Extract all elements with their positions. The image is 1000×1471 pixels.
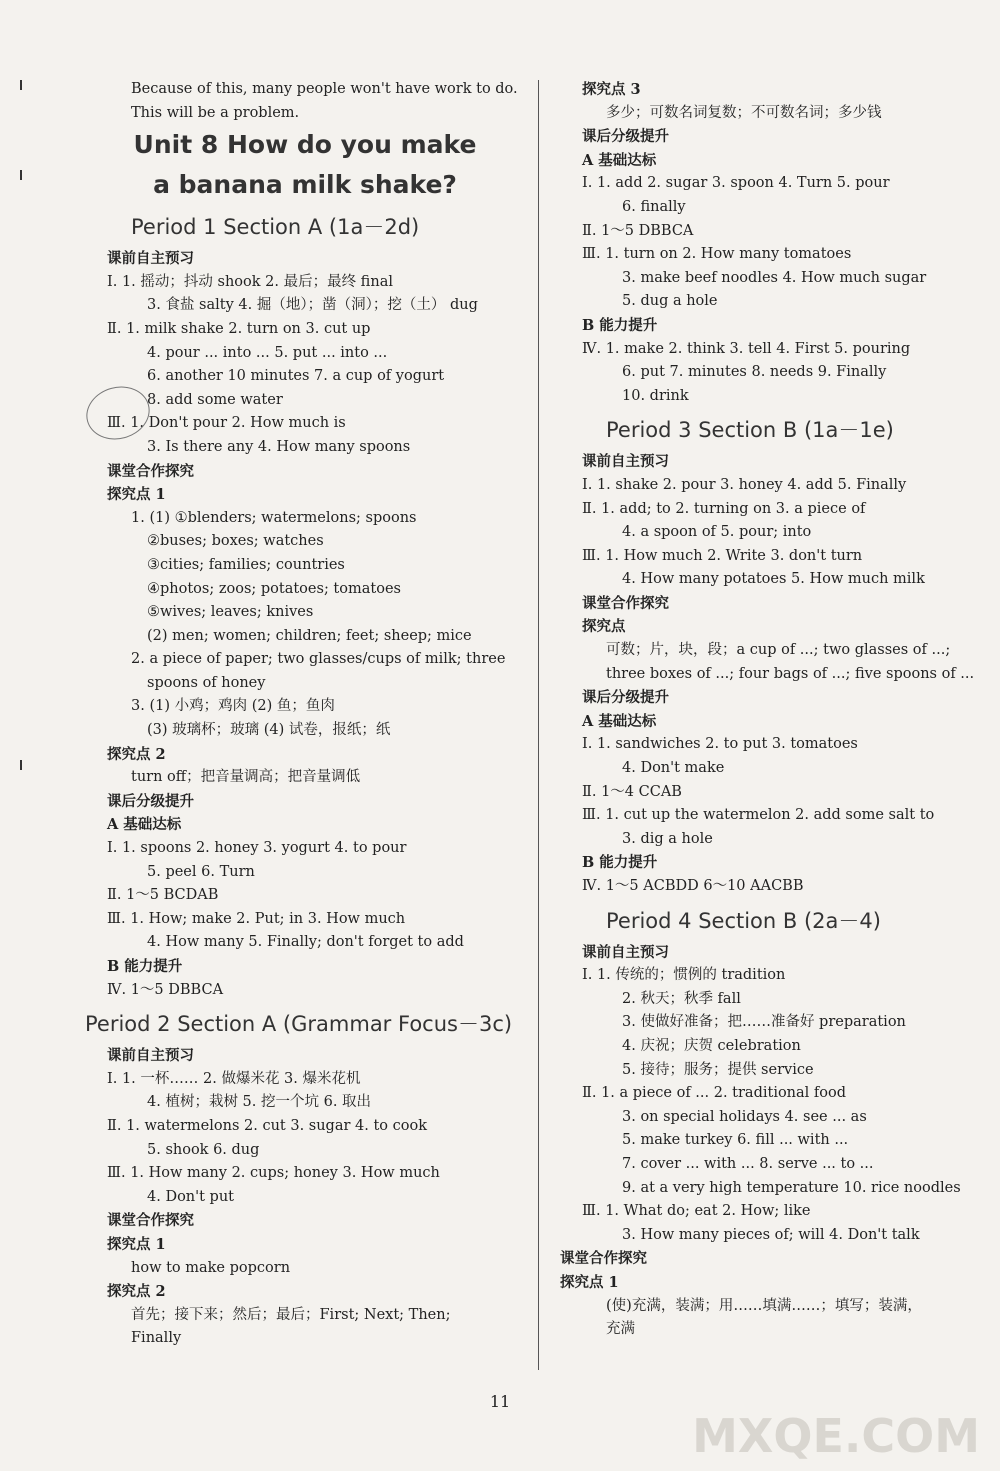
answer-line: 5. shook 6. dug (147, 1141, 260, 1158)
section-heading: 课堂合作探究 (560, 1250, 647, 1268)
answer-line: 3. (1) 小鸡；鸡肉 (2) 鱼；鱼肉 (131, 698, 335, 715)
answer-line: Ⅰ. 1. sandwiches 2. to put 3. tomatoes (582, 736, 858, 753)
period-heading: Period 3 Section B (1a－1e) (606, 418, 894, 443)
section-heading: B 能力提升 (107, 958, 183, 975)
period-heading: Period 1 Section A (1a－2d) (131, 215, 420, 240)
answer-line: (使)充满，装满；用……填满……；填写；装满， (606, 1297, 922, 1314)
answer-line: 4. Don't make (622, 760, 725, 777)
unit-title: Unit 8 How do you make (133, 130, 477, 160)
answer-line: Ⅱ. 1. watermelons 2. cut 3. sugar 4. to cook (107, 1117, 428, 1134)
answer-line: Ⅱ. 1. milk shake 2. turn on 3. cut up (107, 320, 371, 337)
section-heading: 课后分级提升 (582, 689, 669, 707)
answer-line: 4. 庆祝；庆贺 celebration (622, 1037, 801, 1054)
answer-line: This will be a problem. (131, 104, 300, 121)
answer-line: Ⅱ. 1. a piece of ... 2. traditional food (582, 1085, 847, 1102)
section-heading: 课前自主预习 (582, 943, 669, 961)
answer-line: 8. add some water (147, 391, 283, 408)
answer-line: ④photos; zoos; potatoes; tomatoes (147, 580, 401, 597)
column-divider (538, 80, 539, 1370)
answer-line: Ⅰ. 1. 一杯…… 2. 做爆米花 3. 爆米花机 (107, 1070, 361, 1087)
answer-line: 1. (1) ①blenders; watermelons; spoons (131, 509, 417, 526)
answer-line: spoons of honey (147, 674, 266, 691)
answer-line: Ⅲ. 1. How many 2. cups; honey 3. How much (107, 1165, 440, 1182)
watermark-logo: MXQE.COM (692, 1409, 980, 1463)
section-heading: A 基础达标 (582, 712, 657, 730)
answer-line: how to make popcorn (131, 1259, 291, 1276)
section-heading: A 基础达标 (107, 816, 182, 834)
section-heading: 课堂合作探究 (107, 1212, 194, 1230)
answer-line: 4. How many 5. Finally; don't forget to add (147, 934, 464, 951)
section-heading: 课堂合作探究 (582, 594, 669, 612)
answer-line: Ⅰ. 1. add 2. sugar 3. spoon 4. Turn 5. pour (582, 175, 890, 192)
section-heading: 探究点 2 (107, 1283, 166, 1301)
section-heading: 探究点 1 (560, 1273, 619, 1291)
section-heading: B 能力提升 (582, 854, 658, 872)
section-heading: 课后分级提升 (107, 792, 194, 810)
edge-mark (20, 80, 22, 90)
answer-line: ②buses; boxes; watches (147, 533, 324, 550)
answer-line: Ⅰ. 1. 摇动；抖动 shook 2. 最后；最终 final (107, 273, 393, 290)
right-column (560, 78, 980, 1342)
answer-line: 7. cover ... with ... 8. serve ... to ... (622, 1155, 874, 1172)
answer-line: (3) 玻璃杯；玻璃 (4) 试卷，报纸；纸 (147, 722, 391, 739)
section-heading: 探究点 (582, 618, 626, 636)
section-heading: 课前自主预习 (107, 250, 194, 268)
answer-line: 3. dig a hole (622, 830, 713, 847)
answer-line: 3. make beef noodles 4. How much sugar (622, 269, 927, 286)
answer-line: 6. put 7. minutes 8. needs 9. Finally (622, 364, 887, 381)
answer-line: 5. peel 6. Turn (147, 863, 255, 880)
answer-line: Ⅰ. 1. spoons 2. honey 3. yogurt 4. to pour (107, 840, 407, 857)
answer-line: Because of this, many people won't have work to do. (131, 81, 518, 97)
section-heading: 课堂合作探究 (107, 462, 194, 480)
answer-line: ⑤wives; leaves; knives (147, 604, 314, 621)
answer-line: 4. Don't put (147, 1188, 235, 1205)
answer-line: 5. 接待；服务；提供 service (622, 1061, 814, 1078)
answer-line: Ⅲ. 1. How much 2. Write 3. don't turn (582, 547, 863, 564)
answer-line: turn off；把音量调高；把音量调低 (131, 769, 361, 786)
page-number: 11 (489, 1392, 511, 1411)
period-heading: Period 2 Section A (Grammar Focus－3c) (85, 1012, 513, 1037)
answer-line: 4. 植树；栽树 5. 挖一个坑 6. 取出 (147, 1094, 372, 1111)
section-heading: 探究点 1 (107, 486, 166, 504)
section-heading: B 能力提升 (582, 316, 658, 334)
answer-line: Ⅳ. 1～5 ACBDD 6～10 AACBB (582, 878, 804, 894)
answer-line: Finally (131, 1330, 182, 1347)
answer-line: 4. pour ... into ... 5. put ... into ... (147, 344, 388, 361)
section-heading: 课前自主预习 (582, 453, 669, 471)
answer-line: 3. 食盐 salty 4. 掘（地）；凿（洞）；挖（土） dug (147, 297, 478, 314)
answer-line: Ⅱ. 1. add; to 2. turning on 3. a piece of (582, 500, 866, 517)
answer-line: 多少；可数名词复数；不可数名词；多少钱 (606, 104, 882, 121)
answer-line: Ⅱ. 1～5 BCDAB (107, 887, 219, 904)
answer-line: 9. at a very high temperature 10. rice noodles (622, 1179, 961, 1196)
answer-line: 6. another 10 minutes 7. a cup of yogurt (147, 368, 445, 385)
answer-line: (2) men; women; children; feet; sheep; mice (147, 627, 472, 644)
answer-line: 10. drink (622, 387, 689, 404)
section-heading: 探究点 3 (582, 81, 641, 98)
answer-line: 3. on special holidays 4. see ... as (622, 1108, 867, 1125)
answer-line: 3. 使做好准备；把……准备好 preparation (622, 1014, 906, 1031)
unit-title: a banana milk shake? (153, 170, 457, 200)
answer-line: Ⅲ. 1. cut up the watermelon 2. add some salt to (582, 807, 935, 824)
section-heading: 课前自主预习 (107, 1047, 194, 1065)
section-heading: 探究点 2 (107, 745, 166, 763)
answer-line: 充满 (606, 1321, 635, 1338)
answer-line: 可数；片，块，段；a cup of ...; two glasses of ...; (606, 642, 951, 659)
answer-line: Ⅲ. 1. How; make 2. Put; in 3. How much (107, 910, 406, 927)
answer-line: 首先；接下来；然后；最后；First; Next; Then; (131, 1306, 451, 1323)
answer-line: 2. a piece of paper; two glasses/cups of milk; three (131, 651, 506, 668)
edge-mark (20, 170, 22, 180)
answer-line: Ⅱ. 1～5 DBBCA (582, 222, 694, 239)
section-heading: 探究点 1 (107, 1235, 166, 1253)
answer-line: 4. a spoon of 5. pour; into (622, 524, 812, 541)
edge-mark (20, 760, 22, 770)
answer-line: Ⅳ. 1. make 2. think 3. tell 4. First 5. pouring (582, 340, 911, 357)
section-heading: 课后分级提升 (582, 128, 669, 146)
answer-line: 2. 秋天；秋季 fall (622, 990, 741, 1007)
answer-line: 5. dug a hole (622, 293, 718, 310)
answer-line: Ⅳ. 1～5 DBBCA (107, 981, 224, 998)
answer-line: Ⅱ. 1～4 CCAB (582, 783, 682, 800)
answer-line: Ⅲ. 1. Don't pour 2. How much is (107, 415, 346, 432)
answer-line: Ⅰ. 1. shake 2. pour 3. honey 4. add 5. Finally (582, 476, 907, 493)
answer-line: 3. How many pieces of; will 4. Don't talk (622, 1226, 920, 1243)
answer-line: Ⅲ. 1. turn on 2. How many tomatoes (582, 246, 852, 263)
answer-line: 3. Is there any 4. How many spoons (147, 438, 411, 455)
left-column (85, 78, 525, 1351)
answer-line: three boxes of ...; four bags of ...; five spoons of ... (606, 665, 975, 682)
answer-line: 5. make turkey 6. fill ... with ... (622, 1132, 849, 1149)
answer-line: Ⅲ. 1. What do; eat 2. How; like (582, 1203, 811, 1220)
answer-line: 6. finally (622, 198, 686, 215)
answer-line: Ⅰ. 1. 传统的；惯例的 tradition (582, 967, 786, 984)
answer-line: 4. How many potatoes 5. How much milk (622, 571, 925, 588)
section-heading: A 基础达标 (582, 151, 657, 169)
period-heading: Period 4 Section B (2a－4) (606, 908, 881, 933)
answer-line: ③cities; families; countries (147, 556, 345, 573)
